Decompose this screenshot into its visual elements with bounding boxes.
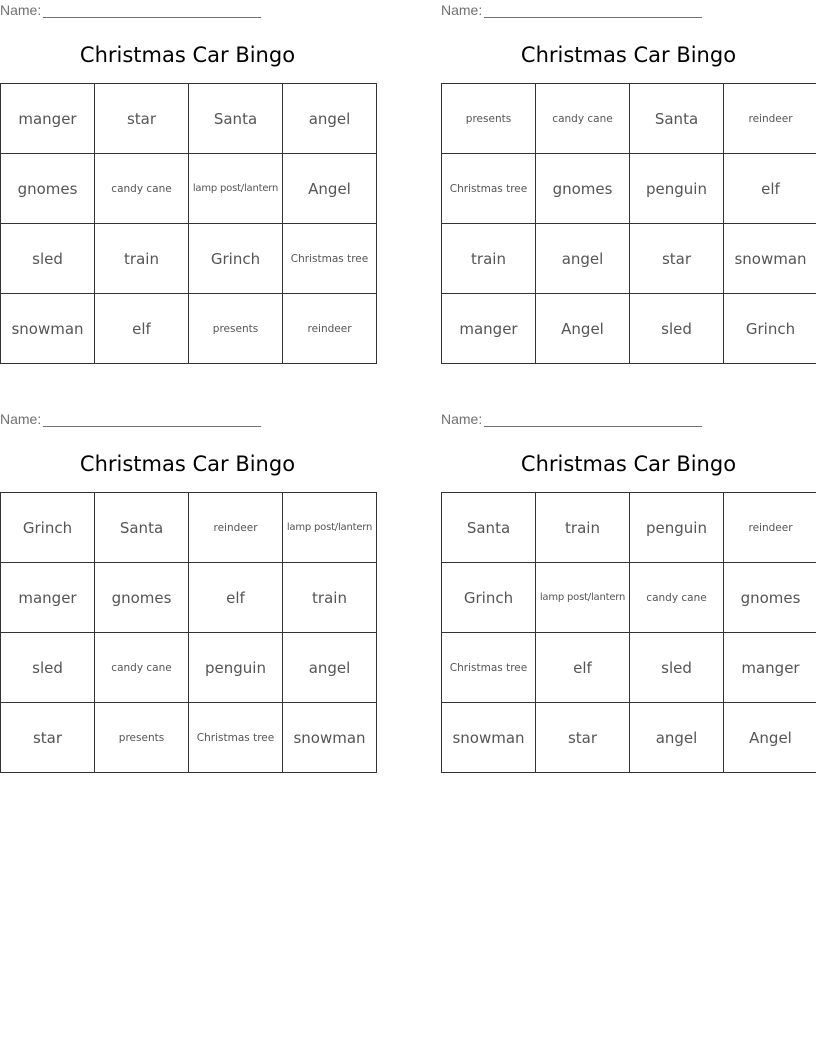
bingo-cell: presents — [189, 294, 283, 364]
bingo-cell: presents — [442, 84, 536, 154]
bingo-row — [442, 633, 816, 703]
bingo-cell: penguin — [189, 633, 283, 703]
bingo-cell: manger — [1, 563, 95, 633]
card-title: Christmas Car Bingo — [520, 43, 737, 67]
bingo-cell: gnomes — [724, 563, 816, 633]
bingo-cell: Grinch — [1, 493, 95, 563]
bingo-card — [441, 409, 816, 773]
bingo-cell: snowman — [724, 224, 816, 294]
bingo-cell: presents — [95, 703, 189, 773]
bingo-row — [442, 224, 816, 294]
bingo-cell: candy cane — [95, 633, 189, 703]
bingo-row — [442, 563, 816, 633]
name-label: Name: — [0, 2, 42, 18]
bingo-card — [441, 0, 816, 364]
bingo-cell: Angel — [724, 703, 816, 773]
bingo-cell: angel — [283, 84, 377, 154]
bingo-cell: manger — [442, 294, 536, 364]
bingo-row — [442, 84, 816, 154]
bingo-cell: sled — [1, 633, 95, 703]
bingo-cell: train — [95, 224, 189, 294]
bingo-cell: Christmas tree — [283, 224, 377, 294]
name-underline — [43, 4, 261, 18]
bingo-cell: star — [1, 703, 95, 773]
bingo-cell: Grinch — [724, 294, 816, 364]
bingo-cell: candy cane — [630, 563, 724, 633]
bingo-cell: Angel — [536, 294, 630, 364]
name-field — [0, 411, 264, 427]
bingo-row — [1, 563, 377, 633]
bingo-cell: reindeer — [189, 493, 283, 563]
name-underline — [484, 4, 702, 18]
bingo-row — [1, 294, 377, 364]
bingo-cell: Santa — [95, 493, 189, 563]
bingo-cell: manger — [1, 84, 95, 154]
bingo-cell: snowman — [283, 703, 377, 773]
name-label: Name: — [0, 411, 42, 427]
bingo-row — [1, 84, 377, 154]
bingo-cell: penguin — [630, 493, 724, 563]
name-field — [441, 2, 705, 18]
bingo-cell: train — [536, 493, 630, 563]
bingo-cell: sled — [1, 224, 95, 294]
bingo-cell: Santa — [442, 493, 536, 563]
name-underline — [43, 413, 261, 427]
bingo-cell: elf — [724, 154, 816, 224]
bingo-cell: manger — [724, 633, 816, 703]
bingo-cell: Christmas tree — [442, 154, 536, 224]
bingo-cell: gnomes — [536, 154, 630, 224]
bingo-cell: gnomes — [1, 154, 95, 224]
bingo-cell: train — [442, 224, 536, 294]
bingo-row — [1, 154, 377, 224]
bingo-row — [442, 493, 816, 563]
bingo-cell: sled — [630, 633, 724, 703]
bingo-cell: reindeer — [724, 84, 816, 154]
bingo-cell: elf — [95, 294, 189, 364]
bingo-card — [0, 0, 375, 364]
bingo-cell: angel — [283, 633, 377, 703]
bingo-cell: gnomes — [95, 563, 189, 633]
bingo-cell: Santa — [630, 84, 724, 154]
name-underline — [484, 413, 702, 427]
bingo-cell: lamp post/lantern — [283, 493, 377, 563]
bingo-card — [0, 409, 375, 773]
bingo-row — [442, 294, 816, 364]
bingo-cell: star — [95, 84, 189, 154]
bingo-cell: lamp post/lantern — [189, 154, 283, 224]
bingo-cell: angel — [536, 224, 630, 294]
card-title: Christmas Car Bingo — [79, 452, 296, 476]
bingo-cell: candy cane — [95, 154, 189, 224]
bingo-row — [1, 633, 377, 703]
bingo-cell: Christmas tree — [189, 703, 283, 773]
bingo-cell: elf — [189, 563, 283, 633]
bingo-cell: Grinch — [189, 224, 283, 294]
bingo-cell: reindeer — [283, 294, 377, 364]
bingo-cell: Santa — [189, 84, 283, 154]
bingo-row — [1, 224, 377, 294]
bingo-row — [442, 703, 816, 773]
bingo-row — [442, 154, 816, 224]
bingo-cell: Grinch — [442, 563, 536, 633]
card-title: Christmas Car Bingo — [520, 452, 737, 476]
bingo-cell: star — [630, 224, 724, 294]
name-label: Name: — [441, 2, 483, 18]
bingo-cell: sled — [630, 294, 724, 364]
name-label: Name: — [441, 411, 483, 427]
name-field — [0, 2, 264, 18]
bingo-cell: angel — [630, 703, 724, 773]
bingo-row — [1, 493, 377, 563]
bingo-grid — [441, 83, 816, 364]
bingo-cell: Angel — [283, 154, 377, 224]
bingo-cell: candy cane — [536, 84, 630, 154]
bingo-cell: snowman — [1, 294, 95, 364]
name-field — [441, 411, 705, 427]
bingo-grid — [441, 492, 816, 773]
bingo-cell: snowman — [442, 703, 536, 773]
bingo-grid — [0, 83, 377, 364]
bingo-grid — [0, 492, 377, 773]
bingo-cell: reindeer — [724, 493, 816, 563]
bingo-cell: lamp post/lantern — [536, 563, 630, 633]
bingo-cell: elf — [536, 633, 630, 703]
bingo-cell: star — [536, 703, 630, 773]
bingo-row — [1, 703, 377, 773]
bingo-cell: train — [283, 563, 377, 633]
bingo-cell: Christmas tree — [442, 633, 536, 703]
card-title: Christmas Car Bingo — [79, 43, 296, 67]
bingo-cell: penguin — [630, 154, 724, 224]
